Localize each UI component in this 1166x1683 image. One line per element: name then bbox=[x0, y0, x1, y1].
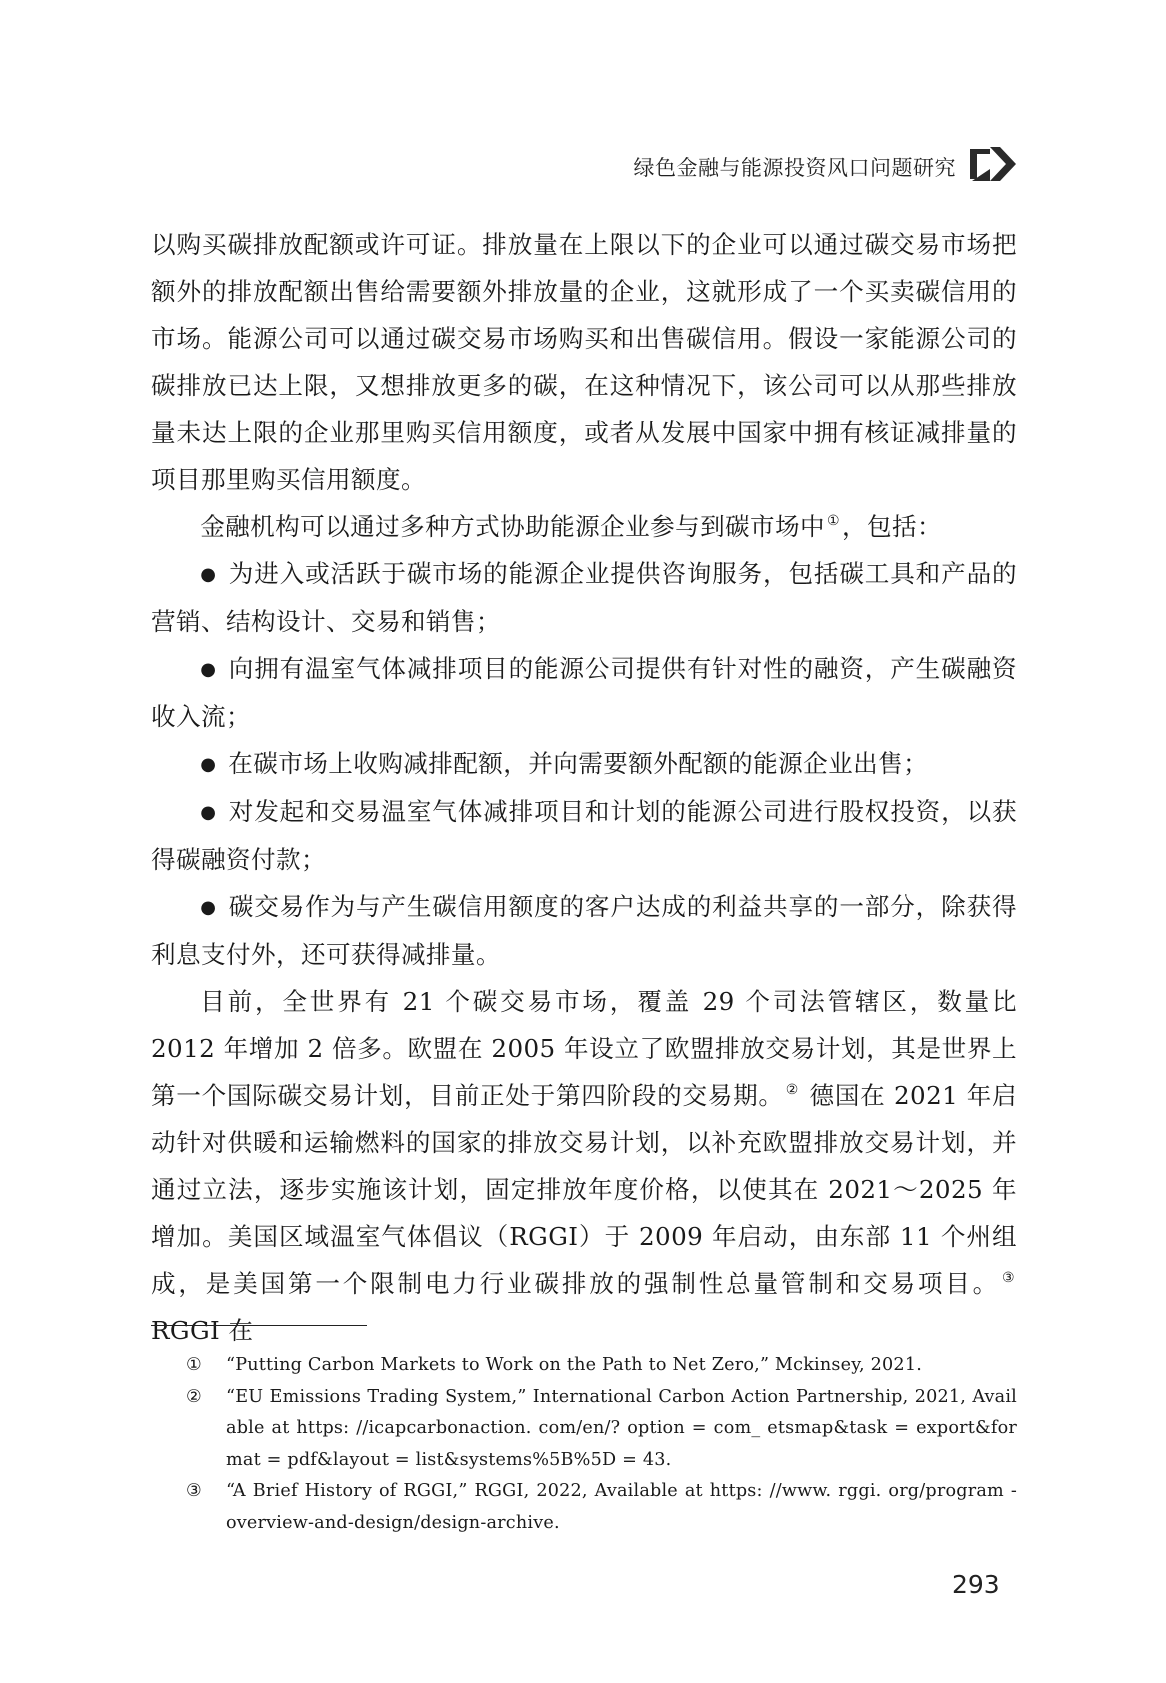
footnote-text: “Putting Carbon Markets to Work on the Path to Net Zero,” Mckinsey, 2021. bbox=[226, 1355, 923, 1375]
bullet-item bbox=[151, 550, 1017, 645]
bullet-text: 对发起和交易温室气体减排项目和计划的能源公司进行股权投资，以获得碳融资付款； bbox=[151, 797, 1018, 874]
bullet-item bbox=[151, 788, 1017, 883]
footnote bbox=[186, 1476, 1017, 1539]
footnote-text: “A Brief History of RGGI,” RGGI, 2022, Available at https: //www. rggi. org/program - overview-and-design/design-archive. bbox=[226, 1481, 1017, 1533]
paragraph-text: 德国在 2021 年启动针对供暖和运输燃料的国家的排放交易计划，以补充欧盟排放交易计划，并通过立法，逐步实施该计划，固定排放年度价格，以使其在 2021～2025 年增加。美国区域温室气体倡议（RGGI）于 2009 年启动，由东部 11 个州组成，是美国第一个限制电力行业碳排放的强制性总量管制和交易项目。 bbox=[151, 1081, 1017, 1298]
bullet-text: 碳交易作为与产生碳信用额度的客户达成的利益共享的一部分，除获得利息支付外，还可获得减排量。 bbox=[151, 892, 1018, 969]
paragraph-text: 目前，全世界有 21 个碳交易市场，覆盖 29 个司法管辖区，数量比 2012 年增加 2 倍多。欧盟在 2005 年设立了欧盟排放交易计划，其是世界上第一个国际碳交易计划，目前正处于第四阶段的交易期。 bbox=[151, 987, 1017, 1110]
footnote-ref[interactable]: ③ bbox=[1002, 1270, 1015, 1286]
bookmark-chevron-icon bbox=[968, 143, 1018, 185]
bullet-icon: ● bbox=[200, 802, 217, 823]
footnote-divider bbox=[151, 1325, 367, 1326]
bullet-icon: ● bbox=[200, 659, 217, 680]
bullet-icon: ● bbox=[200, 564, 217, 585]
main-text bbox=[151, 221, 1017, 1354]
paragraph bbox=[151, 978, 1017, 1354]
paragraph-text: 金融机构可以通过多种方式协助能源企业参与到碳市场中 bbox=[200, 512, 826, 541]
bullet-icon: ● bbox=[200, 754, 217, 775]
bullet-item bbox=[151, 883, 1017, 978]
bullet-text: 为进入或活跃于碳市场的能源企业提供咨询服务，包括碳工具和产品的营销、结构设计、交易和销售； bbox=[151, 559, 1018, 636]
page-number: 293 bbox=[952, 1570, 1000, 1599]
paragraph bbox=[151, 503, 1017, 550]
footnote-ref[interactable]: ① bbox=[827, 513, 840, 529]
paragraph-text: ，包括： bbox=[842, 512, 942, 541]
footnote-marker: ② bbox=[186, 1386, 202, 1407]
running-title: 绿色金融与能源投资风口问题研究 bbox=[633, 156, 956, 180]
footnote bbox=[186, 1382, 1017, 1477]
footnote-ref[interactable]: ② bbox=[785, 1082, 799, 1098]
paragraph-text: RGGI 在 bbox=[151, 1316, 254, 1345]
footnotes bbox=[186, 1350, 1017, 1539]
footnote-text: “EU Emissions Trading System,” International Carbon Action Partnership, 2021, Available at https: //icapcarbonaction. com/en/? option = com_ etsmap&task = export&format = pdf&layout = list&systems%5B%5D = 43. bbox=[226, 1386, 1017, 1470]
bullet-item bbox=[151, 645, 1017, 740]
paragraph: 以购买碳排放配额或许可证。排放量在上限以下的企业可以通过碳交易市场把额外的排放配额出售给需要额外排放量的企业，这就形成了一个买卖碳信用的市场。能源公司可以通过碳交易市场购买和出售碳信用。假设一家能源公司的碳排放已达上限，又想排放更多的碳，在这种情况下，该公司可以从那些排放量未达上限的企业那里购买信用额度，或者从发展中国家中拥有核证减排量的项目那里购买信用额度。 bbox=[151, 230, 1017, 494]
bullet-text: 向拥有温室气体减排项目的能源公司提供有针对性的融资，产生碳融资收入流； bbox=[151, 654, 1018, 731]
footnote bbox=[186, 1350, 1017, 1382]
bullet-text: 在碳市场上收购减排配额，并向需要额外配额的能源企业出售； bbox=[228, 749, 929, 778]
bullet-item bbox=[151, 740, 1017, 788]
bullet-icon: ● bbox=[200, 897, 217, 918]
footnote-marker: ③ bbox=[186, 1481, 202, 1501]
footnote-marker: ① bbox=[186, 1355, 202, 1375]
